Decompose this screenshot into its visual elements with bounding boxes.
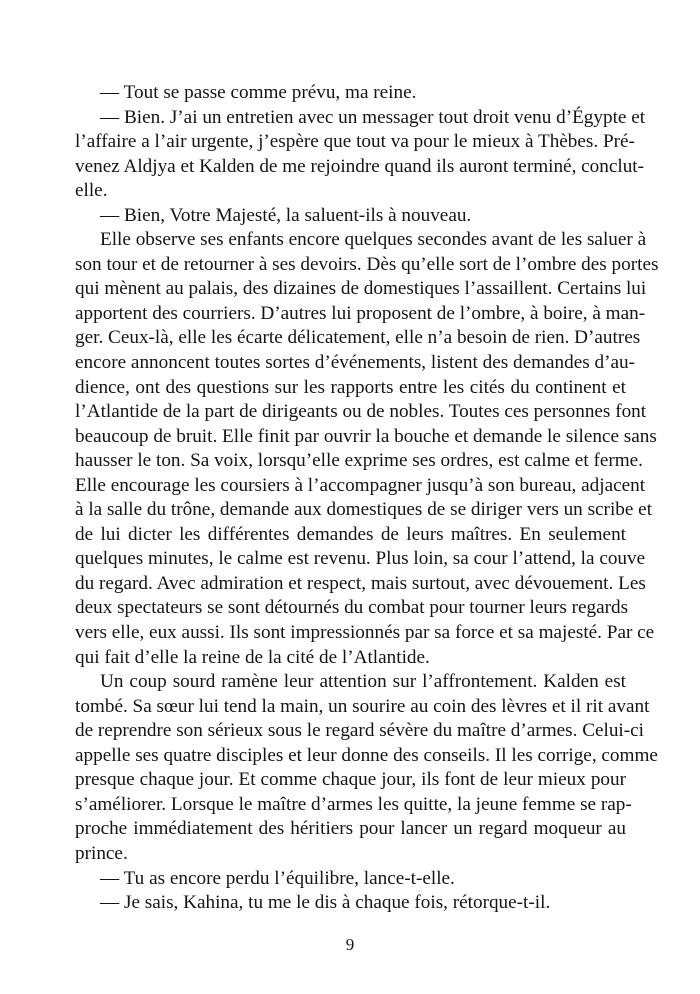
text-line: s’améliorer. Lorsque le maître d’armes les quitte, la jeune femme se rap-: [75, 793, 632, 815]
paragraph-dialogue-4: [75, 867, 626, 892]
text-line: — Tu as encore perdu l’équilibre, lance-t-elle.: [100, 867, 455, 889]
text-line: proche immédiatement des héritiers pour lancer un regard moqueur au: [75, 818, 626, 840]
text-line: vers elle, eux aussi. Ils sont impressionnés par sa force et sa majesté. Par ce: [75, 622, 655, 644]
text-line: son tour et de retourner à ses devoirs. Dès qu’elle sort de l’ombre des portes: [75, 253, 659, 275]
text-line: Elle encourage les coursiers à l’accompagner jusqu’à son bureau, adjacent: [75, 474, 646, 496]
page-number: 9: [345, 935, 355, 954]
page-body: [75, 81, 659, 916]
paragraph-dialogue-2: [75, 106, 646, 204]
text-line: l’affaire a l’air urgente, j’espère que tout va pour le mieux à Thèbes. Pré-: [75, 131, 635, 153]
text-line: beaucoup de bruit. Elle finit par ouvrir la bouche et demande le silence sans: [75, 425, 657, 447]
paragraph-dialogue-3: [75, 204, 626, 229]
text-line: Un coup sourd ramène leur attention sur l’affrontement. Kalden est: [100, 671, 626, 693]
text-line: — Tout se passe comme prévu, ma reine.: [100, 82, 417, 103]
text-line: elle.: [75, 180, 108, 202]
text-line: encore annoncent toutes sortes d’événements, listent des demandes d’au-: [75, 352, 635, 374]
paragraph-dialogue-5: [75, 891, 626, 916]
text-line: apportent des courriers. D’autres lui proposent de l’ombre, à boire, à man-: [75, 302, 646, 324]
text-line: — Bien, Votre Majesté, la saluent-ils à nouveau.: [100, 204, 472, 226]
text-line: de lui dicter les différentes demandes de leurs maîtres. En seulement: [75, 523, 626, 545]
text-line: — Bien. J’ai un entretien avec un messager tout droit venu d’Égypte et: [100, 106, 646, 128]
text-line: ger. Ceux-là, elle les écarte délicatement, elle n’a besoin de rien. D’autres: [75, 327, 641, 349]
text-line: tombé. Sa sœur lui tend la main, un sourire au coin des lèvres et il rit avant: [75, 695, 650, 717]
text-line: hausser le ton. Sa voix, lorsqu’elle exprime ses ordres, est calme et ferme.: [75, 450, 643, 472]
text-line: de reprendre son sérieux sous le regard sévère du maître d’armes. Celui-ci: [75, 720, 645, 742]
paragraph-narration-2: [75, 670, 658, 866]
text-line: qui mènent au palais, des dizaines de domestiques l’assaillent. Certains lui: [75, 278, 647, 300]
paragraph-dialogue-1: [75, 81, 626, 106]
text-line: venez Aldjya et Kalden de me rejoindre quand ils auront terminé, conclut-: [75, 155, 645, 177]
text-line: à la salle du trône, demande aux domestiques de se diriger vers un scribe et: [75, 499, 653, 521]
text-line: Elle observe ses enfants encore quelques secondes avant de les saluer à: [100, 229, 647, 251]
text-line: l’Atlantide de la part de dirigeants ou de nobles. Toutes ces personnes font: [75, 401, 647, 423]
text-line: qui fait d’elle la reine de la cité de l’Atlantide.: [75, 646, 430, 668]
text-line: deux spectateurs se sont détournés du combat pour tourner leurs regards: [75, 597, 629, 619]
text-line: presque chaque jour. Et comme chaque jour, ils font de leur mieux pour: [75, 769, 626, 791]
text-line: — Je sais, Kahina, tu me le dis à chaque fois, rétorque-t-il.: [100, 892, 551, 914]
text-line: appelle ses quatre disciples et leur donne des conseils. Il les corrige, comme: [75, 744, 658, 766]
text-line: quelques minutes, le calme est revenu. Plus loin, sa cour l’attend, la couve: [75, 548, 646, 570]
text-line: dience, ont des questions sur les rapports entre les cités du continent et: [75, 376, 626, 398]
paragraph-narration-1: [75, 228, 659, 670]
text-line: du regard. Avec admiration et respect, mais surtout, avec dévouement. Les: [75, 572, 646, 594]
text-line: prince.: [75, 842, 128, 864]
